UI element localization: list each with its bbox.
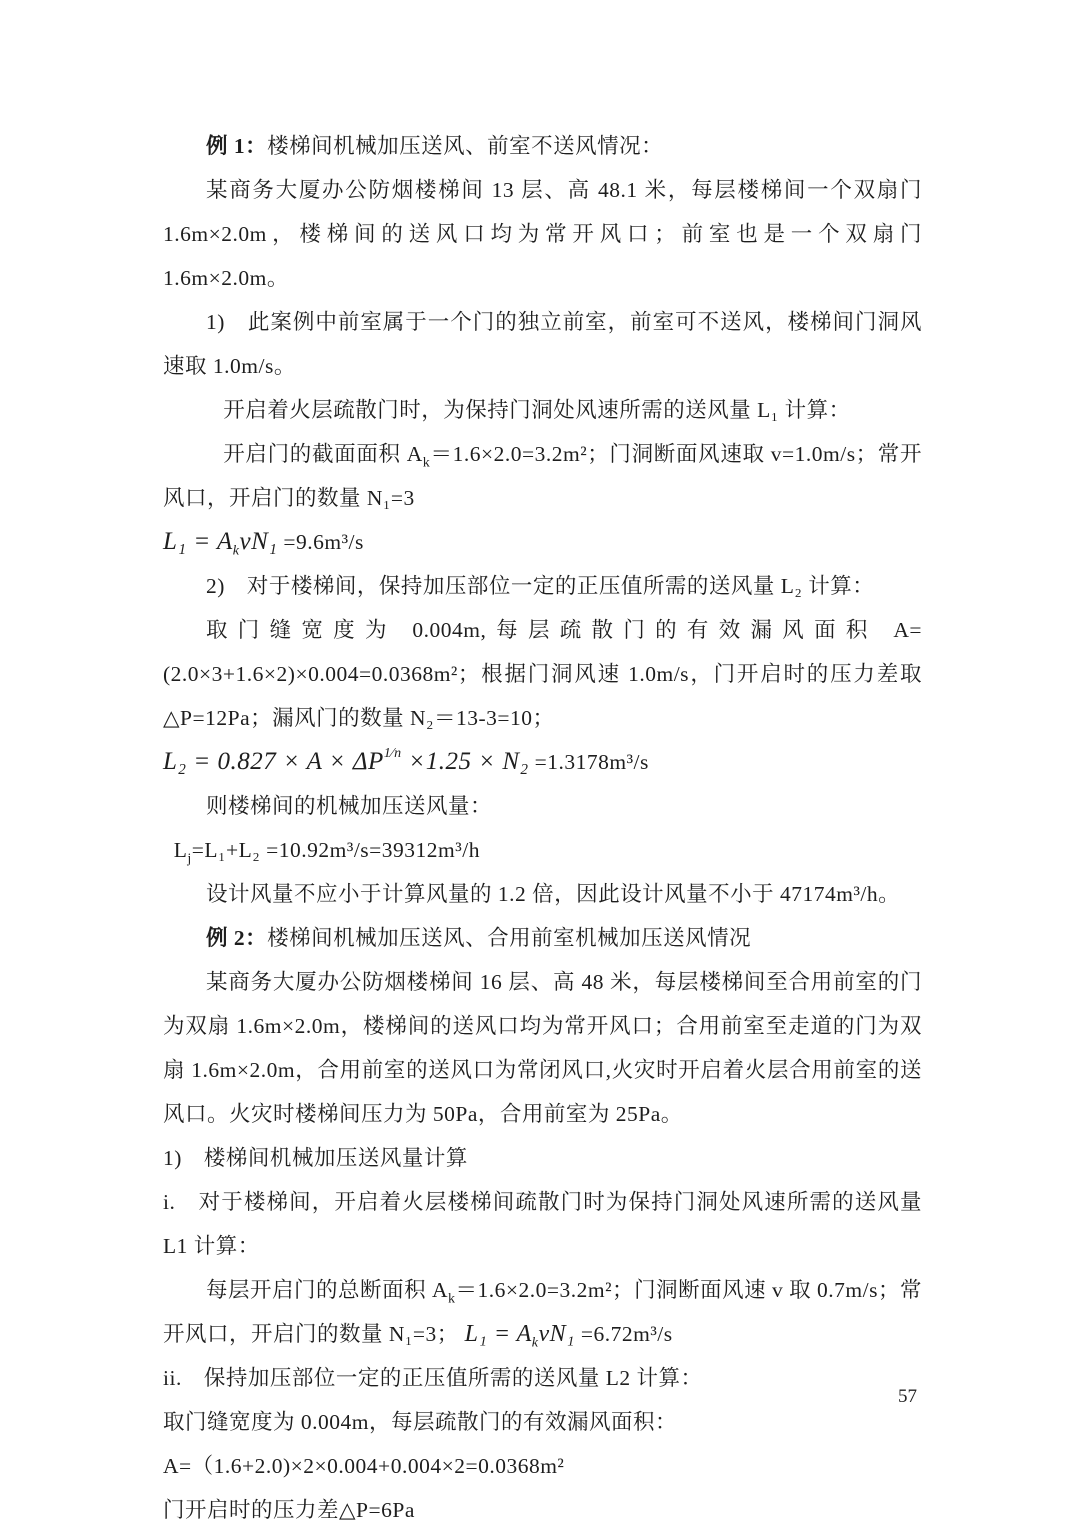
example1-item-1-note: 开启着火层疏散门时，为保持门洞处风速所需的送风量 L₁ 计算：: [223, 398, 851, 422]
example2-pressure-diff: 门开启时的压力差△P=6Pa: [163, 1498, 415, 1522]
formula-l1: $L_1 = A_kvN_1 =9.6m^3/s$: [163, 528, 364, 559]
example2-leak-area: A=（1.6+2.0)×2×0.004+0.004×2=0.0368m²: [163, 1454, 565, 1478]
example2-leak-label: 取门缝宽度为 0.004m，每层疏散门的有效漏风面积：: [163, 1410, 677, 1434]
example1-heading-text: 楼梯间机械加压送风、前室不送风情况：: [267, 134, 664, 158]
example2-sub-item-ii: ii. 保持加压部位一定的正压值所需的送风量 L2 计算：: [163, 1366, 703, 1390]
example1-design-note: 设计风量不应小于计算风量的 1.2 倍，因此设计风量不小于 47174m³/h。: [206, 882, 901, 906]
example1-heading: [163, 124, 922, 168]
example1-flow-label: 则楼梯间的机械加压送风量：: [206, 794, 493, 818]
example1-item-2-detail: 取门缝宽度为 0.004m,每层疏散门的有效漏风面积 A=(2.0×3+1.6×2)×0.004=0.0368m²；根据门洞风速 1.0m/s，门开启时的压力差取△P=12Pa；漏风门的数量 N₂＝13-3=10；: [163, 618, 922, 730]
example1-heading-label: 例 1：: [206, 134, 268, 158]
document-body: [163, 124, 922, 1527]
example2-heading: [163, 916, 922, 960]
example2-sub-item-i: i. 对于楼梯间，开启着火层楼梯间疏散门时为保持门洞处风速所需的送风量 L1 计算：: [163, 1190, 922, 1258]
example2-heading-text: 楼梯间机械加压送风、合用前室机械加压送风情况: [267, 926, 752, 950]
example2-intro: 某商务大厦办公防烟楼梯间 16 层、高 48 米，每层楼梯间至合用前室的门为双扇 1.6m×2.0m，楼梯间的送风口均为常开风口；合用前室至走道的门为双扇 1.6m×2.0m，合用前室的送风口为常闭风口,火灾时开启着火层合用前室的送风口。火灾时楼梯间压力为 50Pa，合用前室为 25Pa。: [163, 970, 922, 1126]
example1-item-1-detail: 开启门的截面面积 $A_k=1.6\times 2.0=3.2m^2$；门洞断面风速取 v=1.0m/s；常开风口，开启门的数量 N₁=3: [163, 442, 922, 510]
example1-item-2: 2) 对于楼梯间，保持加压部位一定的正压值所需的送风量 L₂ 计算：: [206, 574, 875, 598]
formula-l2: $L_2 = 0.827 \times A \times \Delta P^{1⁄n} \times 1.25 \times N_2 =1.3178m^3/s$: [163, 745, 649, 775]
example1-item-1: 1) 此案例中前室属于一个门的独立前室，前室可不送风，楼梯间门洞风速取 1.0m/s。: [163, 310, 922, 378]
page-number: 57: [898, 1386, 917, 1407]
example2-item-1: 1) 楼梯间机械加压送风量计算: [163, 1146, 468, 1170]
example2-detail: 每层开启门的总断面积 $A_k=1.6\times 2.0=3.2m^2$；门洞断面风速 v 取 0.7m/s；常开风口，开启门的数量 N₁=3； $L_1 = A_kvN_1 =6.72m^3/s$: [163, 1278, 922, 1351]
example2-heading-label: 例 2：: [206, 926, 268, 950]
example1-intro: 某商务大厦办公防烟楼梯间 13 层、高 48.1 米，每层楼梯间一个双扇门 1.6m×2.0m，楼梯间的送风口均为常开风口；前室也是一个双扇门 1.6m×2.0m。: [163, 178, 922, 290]
example1-total-flow: $L_j=L_1+L_2 =10.92m^3/s=39312m^3/h$: [173, 838, 480, 867]
